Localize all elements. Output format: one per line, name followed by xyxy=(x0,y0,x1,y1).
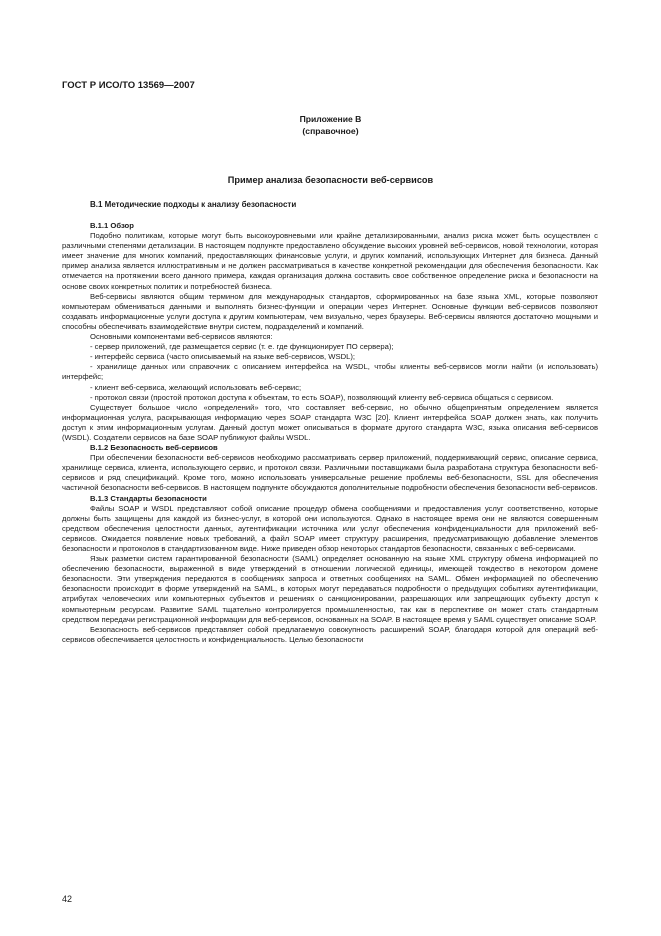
list-item: - клиент веб-сервиса, желающий использовать веб-сервис; xyxy=(90,382,302,392)
paragraph: Подобно политикам, которые могут быть высокоуровневыми или крайне детализированными, анализ риска может быть осуществлен с различными степенями детализации. В настоящем подпункте предоставлено обсуждение высоких уровней веб-сервисов, новой технологии, которая имеет значение для многих компаний, предоставляющих финансовые услуги, и других компаний, использующих Интернет для бизнеса. Данный пример анализа является иллюстративным и не должен рассматриваться в качестве конкретной рекомендации для обеспечения безопасности. Как отмечается на протяжении всего данного примера, каждая организация должна составить свое собственное определение риска и безопасности на основе своих конкретных политик и потребностей бизнеса. xyxy=(62,231,598,291)
paragraph: Веб-сервисы являются общим термином для международных стандартов, сформированных на базе языка XML, которые позволяют компьютерам обмениваться данными и выполнять бизнес-функции и операции через Интернет. Основные функции веб-сервисов позволяют создавать информационные услуги доступа к другим компьютерам, чем визуально, через браузеры. Веб-сервисы являются достаточно мощными и способны обеспечивать взаимодействие внутри систем, подразделений и компаний. xyxy=(62,291,598,331)
subsection-heading: В.1.3 Стандарты безопасности xyxy=(90,493,207,503)
paragraph: Безопасность веб-сервисов представляет собой предлагаемую совокупность расширений SOAP, благодаря которой для операций веб-сервисов обеспечивается целостность и конфиденциальность. Целью безопасности xyxy=(62,624,598,644)
document-body xyxy=(62,221,598,645)
list-item: - интерфейс сервиса (часто описываемый на языке веб-сервисов, WSDL); xyxy=(90,352,356,362)
annex-label: Приложение В xyxy=(299,114,362,124)
list-item: - протокол связи (простой протокол доступа к объектам, то есть SOAP), позволяющий клиенту веб-сервиса общаться с сервисом. xyxy=(90,392,554,402)
list-item: - сервер приложений, где размещается сервис (т. е. где функционирует ПО сервера); xyxy=(90,342,394,352)
paragraph: Существует большое число «определений» того, что составляет веб-сервис, но обычно общепринятым определением является информационная услуга, раскрывающая информацию через SOAP стандарта W3C [20]. Клиент интерфейса SOAP должен знать, как получить доступ к этим информационным услугам. Данный доступ может описываться в формате другого стандарта W3C, языка описания веб-сервисов (WSDL). Создатели сервисов на базе SOAP публикуют файлы WSDL. xyxy=(62,402,598,442)
paragraph: Файлы SOAP и WSDL представляют собой описание процедур обмена сообщениями и предоставления услуг соответственно, которые должны быть защищены для каждой из бизнес-услуг, в которой они используются. Однако в настоящее время они не являются совершенным средством обеспечения целостности данных, аутентификации источника или услуг обеспечения конфиденциальности для приложений веб-сервисов. Ожидается появление новых требований, а файл SOAP имеет структуру расширения, предусматривающую добавление элементов безопасности и протоколов в стандартизованном виде. Ниже приведен обзор некоторых стандартов безопасности, связанных с веб-сервисами. xyxy=(62,503,598,553)
paragraph: Язык разметки систем гарантированной безопасности (SAML) определяет основанную на языке XML структуру обмена информацией по обеспечению безопасности, выраженной в виде утверждений в отношении логической единицы, имеющей тождество в некотором домене безопасности. Эти утверждения передаются в сообщениях запроса и ответных сообщениях на SAML. Обмен информацией по обеспечению безопасности происходит в форме утверждений на SAML, в которых могут передаваться подробности о предыдущих событиях аутентификации, атрибутах человеческих или компьютерных субъектов и решениях о санкционировании, разрешающих или запрещающих субъекту доступ к компьютерным ресурсам. Развитие SAML тщательно контролируется промышленностью, так как в перспективе он может стать стандартным средством передачи регистрационной информации для веб-сервисов, основанных на SOAP. В настоящее время у SAML существует описание SOAP. xyxy=(62,554,598,624)
standard-designation: ГОСТ Р ИСО/ТО 13569—2007 xyxy=(62,80,195,91)
paragraph: При обеспечении безопасности веб-сервисов необходимо рассматривать сервер приложений, поддерживающий сервис, описание сервиса, хранилище сервиса, клиента, использующего сервис, и протокол связи. Различными поставщиками была разработана структура безопасности веб-сервисов и ряд спецификаций. Кроме того, можно использовать универсальные решение проблемы веб-безопасности, SSL для обеспечения частичной безопасности веб-сервисов. В настоящем подпункте обсуждаются дополнительные подробности обеспечения безопасности веб-сервисов. xyxy=(62,453,598,493)
paragraph: Основными компонентами веб-сервисов являются: xyxy=(90,332,273,342)
section-heading: В.1 Методические подходы к анализу безопасности xyxy=(90,200,297,209)
annex-type: (справочное) xyxy=(302,126,359,136)
page-title: Пример анализа безопасности веб-сервисов xyxy=(227,175,434,185)
subsection-heading: В.1.1 Обзор xyxy=(90,221,134,230)
subsection-heading: В.1.2 Безопасность веб-сервисов xyxy=(90,443,218,453)
page-number: 42 xyxy=(62,894,73,904)
list-item: - хранилище данных или справочник с описанием интерфейса на WSDL, чтобы клиенты веб-сервисов могли найти (и использовать) интерфейс; xyxy=(62,362,598,382)
